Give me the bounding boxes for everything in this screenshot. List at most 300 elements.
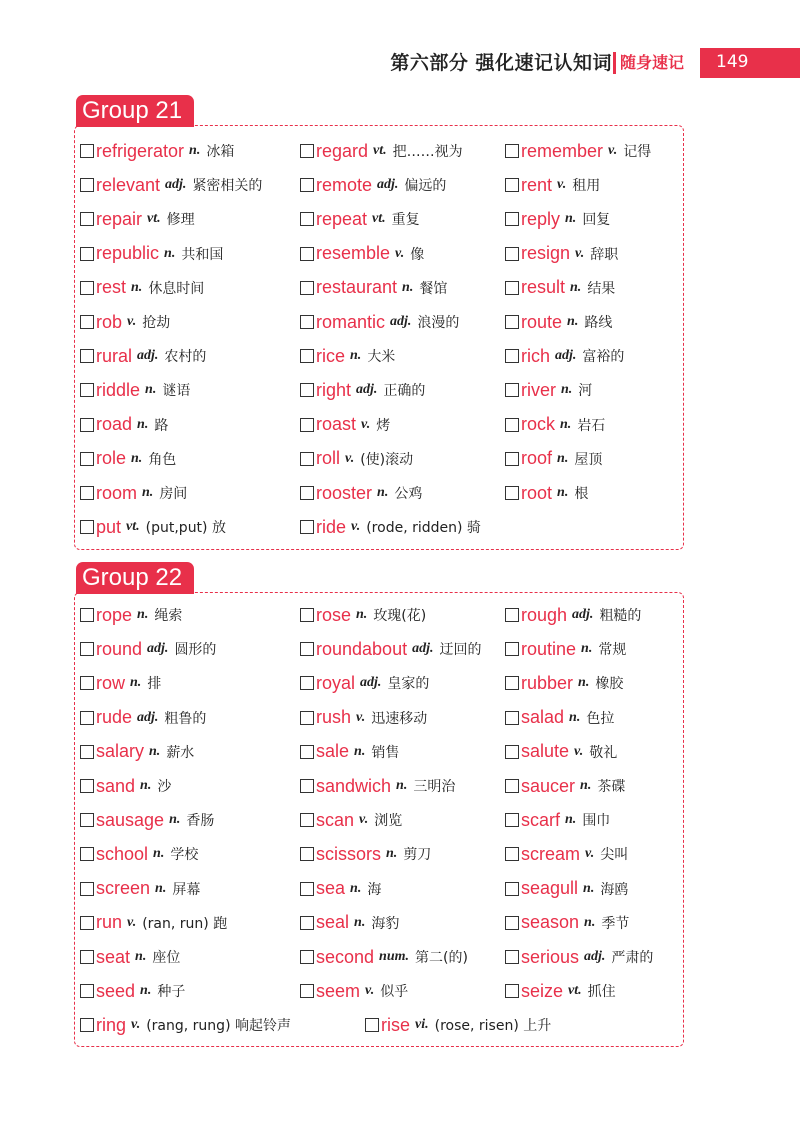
word-entry <box>80 703 206 733</box>
checkbox[interactable] <box>300 178 314 192</box>
checkbox[interactable] <box>300 676 314 690</box>
word-chinese: 迅速移动 <box>371 710 428 727</box>
checkbox[interactable] <box>505 711 519 725</box>
checkbox[interactable] <box>80 418 94 432</box>
word-english: screen <box>96 878 151 899</box>
word-entry <box>505 703 614 733</box>
part-of-speech: n. <box>350 880 362 896</box>
checkbox[interactable] <box>80 486 94 500</box>
word-chinese: 公鸡 <box>394 486 423 502</box>
word-entry <box>505 839 628 869</box>
part-of-speech: adj. <box>572 607 594 622</box>
word-chinese: 香肠 <box>186 813 215 830</box>
part-of-speech: num. <box>379 949 410 964</box>
word-entry <box>80 771 171 801</box>
word-english: riddle <box>96 379 141 400</box>
word-chinese: 橡胶 <box>595 676 624 693</box>
word-entry <box>300 204 420 234</box>
word-chinese: 河 <box>578 383 593 400</box>
part-of-speech: vi. <box>415 1017 429 1033</box>
page-header <box>0 46 800 80</box>
word-english: put <box>96 516 122 537</box>
word-english: result <box>521 277 566 298</box>
checkbox[interactable] <box>505 813 519 827</box>
checkbox[interactable] <box>505 315 519 329</box>
word-english: scissors <box>316 843 382 864</box>
checkbox[interactable] <box>300 486 314 500</box>
word-entry <box>300 512 481 542</box>
checkbox[interactable] <box>80 779 94 793</box>
word-english: rubber <box>521 672 574 693</box>
word-chinese: 路 <box>154 417 169 434</box>
word-english: salad <box>521 707 565 728</box>
word-english: seed <box>96 980 136 1001</box>
checkbox[interactable] <box>80 642 94 656</box>
word-entry <box>300 478 422 508</box>
checkbox[interactable] <box>80 178 94 192</box>
word-english: rent <box>521 174 553 195</box>
word-english: second <box>316 946 375 967</box>
checkbox[interactable] <box>80 383 94 397</box>
part-of-speech: n. <box>386 846 398 862</box>
part-of-speech: n. <box>354 743 366 759</box>
word-chinese: 粗糙的 <box>599 608 642 624</box>
checkbox[interactable] <box>300 711 314 725</box>
part-of-speech: v. <box>127 914 137 930</box>
word-chinese: 玫瑰(花) <box>373 608 427 624</box>
checkbox[interactable] <box>505 144 519 158</box>
word-chinese: (rose, risen) 上升 <box>434 1018 552 1035</box>
checkbox[interactable] <box>505 281 519 295</box>
checkbox[interactable] <box>80 520 94 534</box>
checkbox[interactable] <box>80 144 94 158</box>
word-chinese: 岩石 <box>577 417 606 434</box>
checkbox[interactable] <box>300 144 314 158</box>
word-entry <box>300 737 399 767</box>
part-of-speech: v. <box>131 1017 141 1033</box>
word-entry <box>505 874 628 904</box>
word-entry <box>300 771 455 801</box>
word-entry <box>505 375 592 405</box>
word-chinese: 第二(的) <box>415 950 468 966</box>
word-chinese: 尖叫 <box>600 847 629 864</box>
word-entry <box>505 942 653 972</box>
part-of-speech: v. <box>585 846 595 862</box>
word-entry <box>80 444 176 474</box>
checkbox[interactable] <box>300 212 314 226</box>
checkbox[interactable] <box>505 779 519 793</box>
checkbox[interactable] <box>300 882 314 896</box>
word-english: seagull <box>521 878 579 899</box>
checkbox[interactable] <box>80 847 94 861</box>
word-chinese: 粗鲁的 <box>164 710 207 727</box>
part-of-speech: n. <box>565 211 577 227</box>
word-chinese: 谜语 <box>162 383 191 400</box>
word-entry <box>80 239 223 269</box>
part-of-speech: adj. <box>356 382 378 398</box>
word-english: rest <box>96 277 127 298</box>
word-english: right <box>316 379 352 400</box>
checkbox[interactable] <box>300 383 314 397</box>
part-of-speech: v. <box>574 743 584 759</box>
word-english: rope <box>96 604 133 625</box>
word-chinese: 正确的 <box>383 383 426 400</box>
word-entry <box>300 942 468 972</box>
part-of-speech: n. <box>142 485 154 500</box>
word-english: routine <box>521 638 577 659</box>
word-entry <box>505 771 625 801</box>
word-chinese: 沙 <box>157 779 172 795</box>
word-english: round <box>96 638 143 659</box>
word-entry <box>80 273 204 303</box>
checkbox[interactable] <box>300 418 314 432</box>
word-entry <box>80 204 195 234</box>
word-english: rooster <box>316 482 373 503</box>
word-english: remember <box>521 140 604 161</box>
checkbox[interactable] <box>80 1018 94 1032</box>
word-chinese: 浏览 <box>374 813 403 830</box>
word-entry <box>505 908 629 938</box>
header-separator <box>613 52 616 74</box>
part-of-speech: v. <box>361 416 371 432</box>
part-of-speech: n. <box>402 279 414 295</box>
checkbox[interactable] <box>505 212 519 226</box>
part-of-speech: n. <box>583 880 595 896</box>
word-chinese: 抓住 <box>587 984 616 1001</box>
part-of-speech: n. <box>584 914 596 930</box>
checkbox[interactable] <box>300 847 314 861</box>
word-english: seem <box>316 980 361 1001</box>
word-english: season <box>521 912 580 933</box>
word-entry <box>505 204 610 234</box>
word-entry <box>80 478 187 508</box>
checkbox[interactable] <box>300 779 314 793</box>
word-chinese: 海豹 <box>371 915 400 932</box>
word-entry <box>505 444 602 474</box>
checkbox[interactable] <box>505 882 519 896</box>
word-chinese: 迂回的 <box>439 642 482 659</box>
word-english: repair <box>96 208 143 229</box>
part-of-speech: adj. <box>584 949 606 964</box>
word-chinese: 茶碟 <box>597 779 626 795</box>
word-english: remote <box>316 174 373 195</box>
word-english: seize <box>521 980 564 1001</box>
word-chinese: 屋顶 <box>574 451 603 468</box>
checkbox[interactable] <box>365 1018 379 1032</box>
word-english: scarf <box>521 809 561 830</box>
word-english: sandwich <box>316 775 392 796</box>
checkbox[interactable] <box>300 315 314 329</box>
checkbox[interactable] <box>300 608 314 622</box>
checkbox[interactable] <box>505 676 519 690</box>
checkbox[interactable] <box>505 247 519 261</box>
word-english: roof <box>521 448 553 469</box>
word-english: serious <box>521 946 580 967</box>
group-tab: Group 21 <box>76 95 194 127</box>
word-entry <box>300 668 429 698</box>
word-english: scan <box>316 809 355 830</box>
word-english: river <box>521 379 556 400</box>
checkbox[interactable] <box>300 984 314 998</box>
part-of-speech: n. <box>164 245 176 261</box>
part-of-speech: vt. <box>373 143 387 158</box>
word-english: rob <box>96 311 123 332</box>
group-tab: Group 22 <box>76 562 194 594</box>
part-of-speech: n. <box>131 450 143 466</box>
part-of-speech: adj. <box>147 641 169 657</box>
word-entry <box>300 136 463 166</box>
word-chinese: 记得 <box>623 144 652 160</box>
word-english: seat <box>96 946 131 967</box>
word-entry <box>505 668 623 698</box>
word-entry <box>80 737 194 767</box>
word-english: rural <box>96 345 133 366</box>
word-entry <box>505 341 624 371</box>
part-of-speech: n. <box>377 485 389 500</box>
word-entry <box>505 307 612 337</box>
word-chinese: 绳索 <box>154 608 183 624</box>
checkbox[interactable] <box>300 745 314 759</box>
word-english: restaurant <box>316 277 398 298</box>
word-english: resemble <box>316 243 391 264</box>
word-entry <box>300 307 459 337</box>
part-of-speech: n. <box>396 778 408 793</box>
word-entry <box>80 976 185 1006</box>
word-english: ride <box>316 516 347 537</box>
word-entry <box>300 703 427 733</box>
checkbox[interactable] <box>505 349 519 363</box>
word-english: rough <box>521 604 568 625</box>
part-of-speech: adj. <box>390 314 412 329</box>
word-chinese: 学校 <box>170 847 199 864</box>
part-of-speech: n. <box>561 382 573 398</box>
word-english: romantic <box>316 311 386 332</box>
word-english: rich <box>521 345 551 366</box>
checkbox[interactable] <box>80 984 94 998</box>
word-chinese: 座位 <box>152 950 181 966</box>
part-of-speech: n. <box>135 949 147 964</box>
checkbox[interactable] <box>80 813 94 827</box>
checkbox[interactable] <box>80 916 94 930</box>
checkbox[interactable] <box>505 642 519 656</box>
checkbox[interactable] <box>505 383 519 397</box>
checkbox[interactable] <box>80 608 94 622</box>
part-of-speech: n. <box>578 675 590 691</box>
checkbox[interactable] <box>300 247 314 261</box>
word-chinese: (rang, rung) 响起铃声 <box>146 1018 291 1035</box>
word-chinese: 种子 <box>157 984 186 1001</box>
word-entry <box>80 908 227 938</box>
word-chinese: 海 <box>367 881 382 898</box>
word-chinese: (使)滚动 <box>360 451 414 468</box>
checkbox[interactable] <box>80 676 94 690</box>
checkbox[interactable] <box>300 281 314 295</box>
checkbox[interactable] <box>300 452 314 466</box>
word-chinese: 农村的 <box>164 349 207 366</box>
section-title: 第六部分 强化速记认知词 <box>390 52 612 74</box>
word-chinese: (rode, ridden) 骑 <box>366 520 481 537</box>
checkbox[interactable] <box>505 847 519 861</box>
word-english: rude <box>96 707 133 728</box>
word-chinese: 严肃的 <box>611 950 654 966</box>
part-of-speech: n. <box>580 778 592 793</box>
word-english: root <box>521 482 553 503</box>
checkbox[interactable] <box>505 178 519 192</box>
checkbox[interactable] <box>80 711 94 725</box>
word-english: ring <box>96 1014 127 1035</box>
part-of-speech: n. <box>567 314 579 329</box>
part-of-speech: v. <box>365 983 375 999</box>
checkbox[interactable] <box>300 642 314 656</box>
word-english: run <box>96 912 123 933</box>
word-english: roast <box>316 414 357 435</box>
part-of-speech: vt. <box>568 983 582 999</box>
word-chinese: 餐馆 <box>419 280 448 297</box>
part-of-speech: adj. <box>555 348 577 364</box>
checkbox[interactable] <box>80 247 94 261</box>
word-chinese: 似乎 <box>380 984 409 1001</box>
word-english: resign <box>521 243 571 264</box>
checkbox[interactable] <box>80 950 94 964</box>
word-english: rice <box>316 345 346 366</box>
part-of-speech: n. <box>131 279 143 295</box>
checkbox[interactable] <box>300 950 314 964</box>
page-number-bar <box>700 48 800 78</box>
checkbox[interactable] <box>300 520 314 534</box>
part-of-speech: n. <box>560 416 572 432</box>
word-entry <box>80 668 161 698</box>
word-english: seal <box>316 912 350 933</box>
checkbox[interactable] <box>80 315 94 329</box>
word-entry <box>505 634 626 664</box>
part-of-speech: adj. <box>360 675 382 691</box>
word-entry <box>505 136 651 166</box>
checkbox[interactable] <box>80 212 94 226</box>
part-of-speech: vt. <box>147 211 161 227</box>
checkbox[interactable] <box>80 882 94 896</box>
word-entry <box>300 273 447 303</box>
word-entry <box>80 341 206 371</box>
word-english: route <box>521 311 563 332</box>
part-of-speech: vt. <box>372 211 386 227</box>
checkbox[interactable] <box>505 745 519 759</box>
part-of-speech: n. <box>155 880 167 896</box>
word-english: role <box>96 448 127 469</box>
word-english: saucer <box>521 775 576 796</box>
word-entry <box>300 600 426 630</box>
word-chinese: 浪漫的 <box>417 315 460 331</box>
part-of-speech: v. <box>557 177 567 193</box>
word-chinese: 色拉 <box>586 710 615 727</box>
word-english: salary <box>96 741 145 762</box>
part-of-speech: v. <box>345 450 355 466</box>
part-of-speech: n. <box>581 641 593 657</box>
word-entry <box>365 1010 551 1040</box>
section-subtitle: 随身速记 <box>620 53 685 72</box>
word-english: sea <box>316 878 346 899</box>
word-chinese: 偏远的 <box>404 178 447 195</box>
part-of-speech: v. <box>395 245 405 261</box>
checkbox[interactable] <box>505 950 519 964</box>
part-of-speech: n. <box>153 846 165 862</box>
word-chinese: 围巾 <box>582 813 611 830</box>
word-chinese: 租用 <box>572 178 601 195</box>
word-entry <box>80 170 262 200</box>
checkbox[interactable] <box>300 349 314 363</box>
word-english: relevant <box>96 174 161 195</box>
part-of-speech: n. <box>570 279 582 295</box>
checkbox[interactable] <box>505 418 519 432</box>
word-entry <box>80 600 182 630</box>
word-entry <box>80 512 226 542</box>
word-english: salute <box>521 741 570 762</box>
checkbox[interactable] <box>505 486 519 500</box>
word-entry <box>80 839 198 869</box>
word-entry <box>505 976 616 1006</box>
checkbox[interactable] <box>300 813 314 827</box>
word-chinese: 房间 <box>159 486 188 502</box>
part-of-speech: n. <box>140 778 152 793</box>
word-english: rush <box>316 707 352 728</box>
word-entry <box>80 410 168 440</box>
part-of-speech: v. <box>608 143 618 158</box>
word-english: royal <box>316 672 356 693</box>
checkbox[interactable] <box>505 608 519 622</box>
checkbox[interactable] <box>505 452 519 466</box>
word-chinese: 修理 <box>166 212 195 229</box>
checkbox[interactable] <box>505 916 519 930</box>
word-entry <box>80 942 180 972</box>
word-chinese: 排 <box>147 676 162 693</box>
word-chinese: 圆形的 <box>174 642 217 659</box>
word-english: room <box>96 482 138 503</box>
part-of-speech: n. <box>130 675 142 691</box>
checkbox[interactable] <box>300 916 314 930</box>
word-entry <box>300 839 431 869</box>
word-chinese: 像 <box>410 246 425 263</box>
part-of-speech: n. <box>350 348 362 364</box>
word-chinese: 敬礼 <box>589 744 618 761</box>
part-of-speech: n. <box>557 450 569 466</box>
part-of-speech: v. <box>127 314 137 329</box>
word-chinese: 休息时间 <box>148 280 205 297</box>
part-of-speech: n. <box>189 143 201 158</box>
word-entry <box>300 874 381 904</box>
checkbox[interactable] <box>80 349 94 363</box>
part-of-speech: adj. <box>412 641 434 657</box>
checkbox[interactable] <box>80 281 94 295</box>
word-entry <box>300 170 446 200</box>
checkbox[interactable] <box>80 745 94 759</box>
word-chinese: 结果 <box>587 280 616 297</box>
word-english: rise <box>381 1014 411 1035</box>
word-entry <box>505 410 605 440</box>
word-english: refrigerator <box>96 140 185 161</box>
word-entry <box>300 239 424 269</box>
checkbox[interactable] <box>505 984 519 998</box>
word-entry <box>505 737 617 767</box>
part-of-speech: n. <box>137 607 149 622</box>
checkbox[interactable] <box>80 452 94 466</box>
word-english: rose <box>316 604 352 625</box>
part-of-speech: n. <box>569 709 581 725</box>
word-english: roundabout <box>316 638 408 659</box>
part-of-speech: adj. <box>165 177 187 193</box>
part-of-speech: adj. <box>377 177 399 193</box>
word-entry <box>505 273 615 303</box>
word-chinese: 角色 <box>148 451 177 468</box>
word-entry <box>300 908 399 938</box>
